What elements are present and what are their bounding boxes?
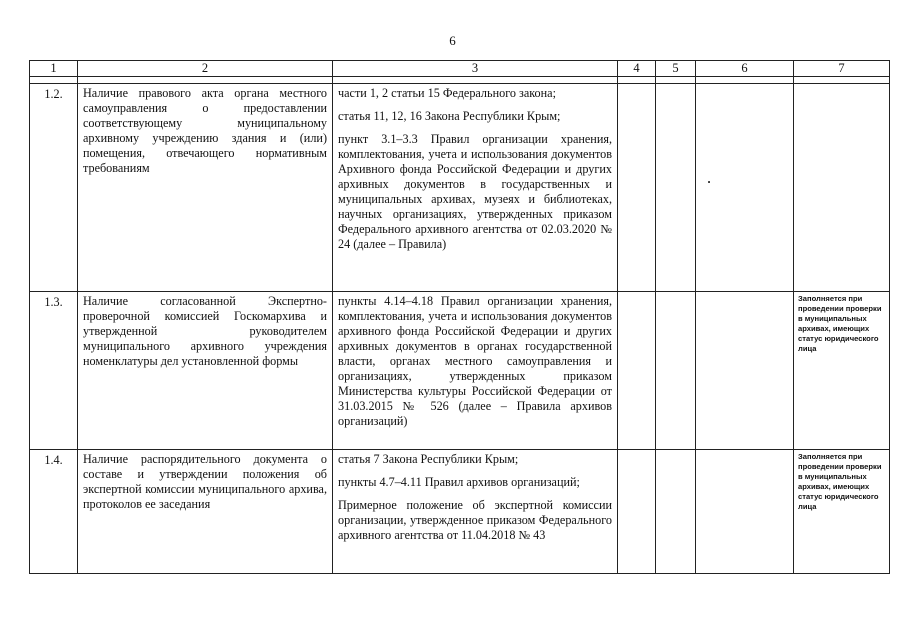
dot-mark: · — [707, 175, 712, 189]
note-cell: Заполняется при проведении проверки в муниципальных архивах, имеющих статус юридического лица — [794, 450, 890, 574]
requirement-text: Наличие распорядительного документа о составе и утверждении положения об экспертной комиссии муниципального архива, протоколов ее заседания — [78, 450, 333, 574]
empty-cell — [618, 292, 656, 450]
spacer-row — [30, 77, 890, 84]
item-number: 1.2. — [30, 84, 78, 292]
empty-cell — [656, 450, 696, 574]
column-number: 7 — [794, 61, 890, 77]
requirement-text: Наличие согласованной Экспертно-проверочной комиссией Госкомархива и утвержденной руководителем муниципального архивного учреждения номенклатуры дел установленной формы — [78, 292, 333, 450]
legal-basis-item: Примерное положение об экспертной комиссии организации, утвержденное приказом Федерального архивного агентства от 11.04.2018 № 43 — [338, 498, 612, 542]
column-6-cell — [696, 84, 794, 292]
column-number: 4 — [618, 61, 656, 77]
column-number-row — [30, 61, 890, 77]
item-number: 1.4. — [30, 450, 78, 574]
legal-basis-item: статья 11, 12, 16 Закона Республики Крым; — [338, 109, 561, 123]
empty-cell — [656, 292, 696, 450]
column-number: 3 — [333, 61, 618, 77]
empty-cell — [618, 84, 656, 292]
note-cell — [794, 84, 890, 292]
table-row — [30, 84, 890, 292]
checklist-table — [29, 60, 890, 574]
page-number: 6 — [449, 33, 456, 48]
empty-cell — [696, 450, 794, 574]
legal-basis — [333, 292, 618, 450]
empty-cell — [656, 84, 696, 292]
column-number: 1 — [30, 61, 78, 77]
legal-basis-item: статья 7 Закона Республики Крым; — [338, 452, 519, 466]
table-row — [30, 450, 890, 574]
legal-basis-item: пункты 4.7–4.11 Правил архивов организаций; — [338, 475, 580, 489]
legal-basis-item: части 1, 2 статьи 15 Федерального закона; — [338, 86, 556, 100]
legal-basis — [333, 84, 618, 292]
legal-basis — [333, 450, 618, 574]
table-row — [30, 292, 890, 450]
legal-basis-item: пункт 3.1–3.3 Правил организации хранения, комплектования, учета и использования документов Архивного фонда Российской Федерации и других архивных документов в государственных и муниципальных архивах, музеях и библиотеках, научных организациях, утвержденных приказом Федерального архивного агентства от 02.03.2020 № 24 (далее – Правила) — [338, 132, 612, 251]
column-number: 6 — [696, 61, 794, 77]
column-number: 2 — [78, 61, 333, 77]
empty-cell — [696, 292, 794, 450]
empty-cell — [618, 450, 656, 574]
requirement-text: Наличие правового акта органа местного самоуправления о предоставлении соответствующему муниципальному архивному учреждению здания и (или) помещения, отвечающего нормативным требованиям — [78, 84, 333, 292]
column-number: 5 — [656, 61, 696, 77]
item-number: 1.3. — [30, 292, 78, 450]
note-cell: Заполняется при проведении проверки в муниципальных архивах, имеющих статус юридического лица — [794, 292, 890, 450]
legal-basis-item: пункты 4.14–4.18 Правил организации хранения, комплектования, учета и использования документов архивного фонда Российской Федерации и других архивных документов в органах государственной власти, органах местного самоуправления и организациях, утвержденных приказом Министерства культуры Российской Федерации от 31.03.2015 № 526 (далее – Правила архивов организаций) — [338, 294, 612, 428]
